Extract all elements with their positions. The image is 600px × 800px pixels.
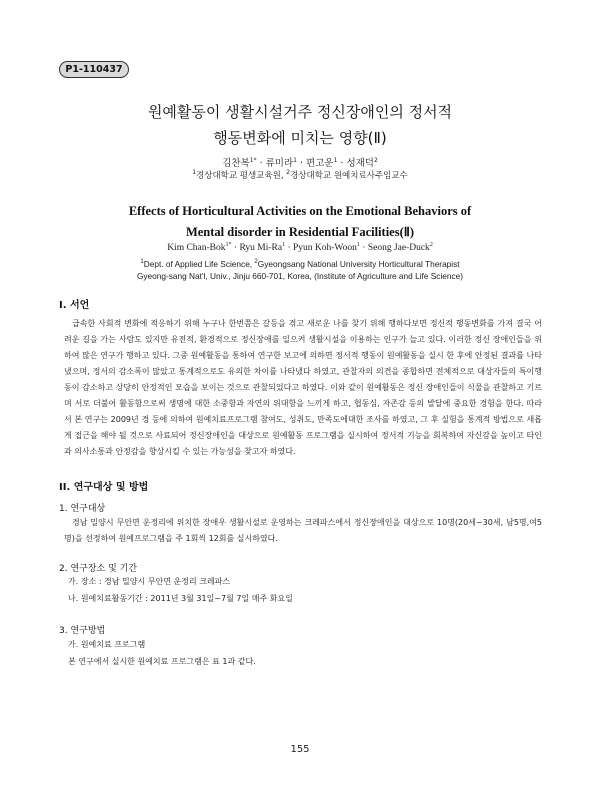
english-title-line-2: Mental disorder in Residential Facilities(Ⅱ) <box>185 225 415 239</box>
paper-code-badge: P1-110437 <box>59 61 129 78</box>
subsection-heading-subjects: 1. 연구대상 <box>59 504 106 514</box>
affil-line-2: Gyeong-sang Nat'l, Univ., Jinju 660-701, Korea, (Institute of Agriculture and Life Science) <box>136 271 464 281</box>
author-separator: · <box>296 158 307 169</box>
subsection-heading-method: 3. 연구방법 <box>59 626 106 636</box>
author-affil-mark: 2 <box>373 156 378 164</box>
method-description-line: 본 연구에서 실시한 원예치료 프로그램은 표 1과 같다. <box>68 657 256 666</box>
author-separator: · <box>285 243 293 253</box>
author-name: Seong Jae-Duck <box>367 243 430 253</box>
affil-line-1 <box>60 258 540 270</box>
author-affil-mark: 1 <box>293 156 297 164</box>
affil-text: Dept. of Applied Life Science, <box>143 259 255 269</box>
author-name: 류미라 <box>265 158 294 169</box>
author-separator: · <box>337 158 347 169</box>
affil-mark: 2 <box>286 169 291 177</box>
korean-authors <box>60 155 540 169</box>
author-affil-mark: 1 <box>333 156 338 164</box>
author-separator: · <box>231 243 240 253</box>
author-name: Pyun Koh-Woon <box>293 243 357 253</box>
author-name: 편고운 <box>306 158 334 169</box>
affil-text: 경상대학교 원예치료사주임교수 <box>290 171 408 181</box>
korean-title-line-1: 원예활동이 생활시설거주 정신장애인의 정서적 <box>147 103 453 121</box>
subsection-heading-place-period: 2. 연구장소 및 기간 <box>59 564 138 574</box>
english-affiliations <box>60 258 540 282</box>
english-title <box>60 201 540 243</box>
subjects-paragraph: 경남 밀양시 무안면 운정리에 위치한 장애우 생활시설로 운영하는 크레파스에서 정신장애인을 대상으로 10명(20세~30세, 남5명,여5명)을 선정하여 원예프로그램을 주 1회씩 12회를 실시하였다. <box>64 518 542 543</box>
place-line: 가. 장소 : 경남 밀양시 무안면 운정리 크레파스 <box>68 577 231 586</box>
english-authors <box>60 243 540 253</box>
period-line: 나. 원예치료활동기간 : 2011년 3월 31일~7월 7일 매주 화요일 <box>68 594 293 603</box>
section-heading-intro: I. 서언 <box>59 300 90 311</box>
english-title-line-1: Effects of Horticultural Activities on the Emotional Behaviors of <box>128 204 472 218</box>
affil-mark: 1 <box>192 169 197 177</box>
author-name: 성재덕 <box>346 158 374 169</box>
section-heading-methods: II. 연구대상 및 방법 <box>59 482 149 493</box>
author-separator: · <box>256 158 266 169</box>
author-name: Ryu Mi-Ra <box>239 243 283 253</box>
author-affil-mark: 2 <box>429 241 433 248</box>
korean-affiliations <box>60 169 540 181</box>
author-separator: · <box>359 243 368 253</box>
affil-mark: 2 <box>254 259 258 266</box>
author-name: 김찬복 <box>222 158 250 169</box>
author-name: Kim Chan-Bok <box>167 243 226 253</box>
method-item-line: 가. 원예치료 프로그램 <box>68 640 146 649</box>
page-number: 155 <box>290 744 310 755</box>
author-affil-mark: 1* <box>225 241 232 248</box>
affil-text: Gyeongsang National University Horticultural Therapist <box>257 259 460 269</box>
affil-text: 경상대학교 평생교육원, <box>196 171 287 181</box>
author-affil-mark: 1* <box>249 156 257 164</box>
author-affil-mark: 1 <box>356 241 360 248</box>
korean-title-line-2: 행동변화에 미치는 영향(Ⅱ) <box>213 129 387 147</box>
intro-paragraph: 급속한 사회적 변화에 적응하기 위해 누구나 한번쯤은 갈등을 겪고 새로운 나를 찾기 위해 행하다보면 정신적 행동변화를 가져 결국 어려운 길을 가는 사람도 있지만 유전적, 환경적으로 정신장애를 일으켜 생활시설을 이용하는 인구가 늘고 있다. 이러한 정신 장애인들을 위하여 많은 연구가 행하고 있다. 그중 원예활동을 통하여 연구한 보고에 의하면 정서적 행동이 원예활동을 실시 한 후에 안정된 결과를 나타냈으며, 정서의 감소폭이 많았고 통계적으로도 유의한 차이를 나타냈다 하였고, 관찰자의 의견을 종합하면 전체적으로 대상자들의 특이행동이 감소하고 상당히 안정적인 모습을 보이는 것으로 관찰되었다고 하였다. 이와 같이 원예활동은 정신 장애인들이 식물을 관찰하고 기르며 서로 더불어 활동함으로써 생명에 대한 소중함과 자연의 위대함을 느끼게 하고, 협동심, 자존감 등의 발달에 중요한 경험을 한다. 따라서 본 연구는 2009년 경 등에 의하여 원예치료프로그램 참여도, 성취도, 만족도에대한 조사를 하였고, 그 후 실험을 통계적 방법으로 새롭게 접근을 해야 될 것으로 사료되어 정신장애인을 대상으로 원예활동 프로그램을 실시하여 정서적 기능을 회복하여 자신감을 높이고 타인과 의사소통과 안정감을 향상시킬 수 있는 가능성을 찾고자 하였다. <box>64 319 542 456</box>
korean-title <box>60 99 540 151</box>
affil-mark: 1 <box>140 259 144 266</box>
author-affil-mark: 1 <box>282 241 286 248</box>
